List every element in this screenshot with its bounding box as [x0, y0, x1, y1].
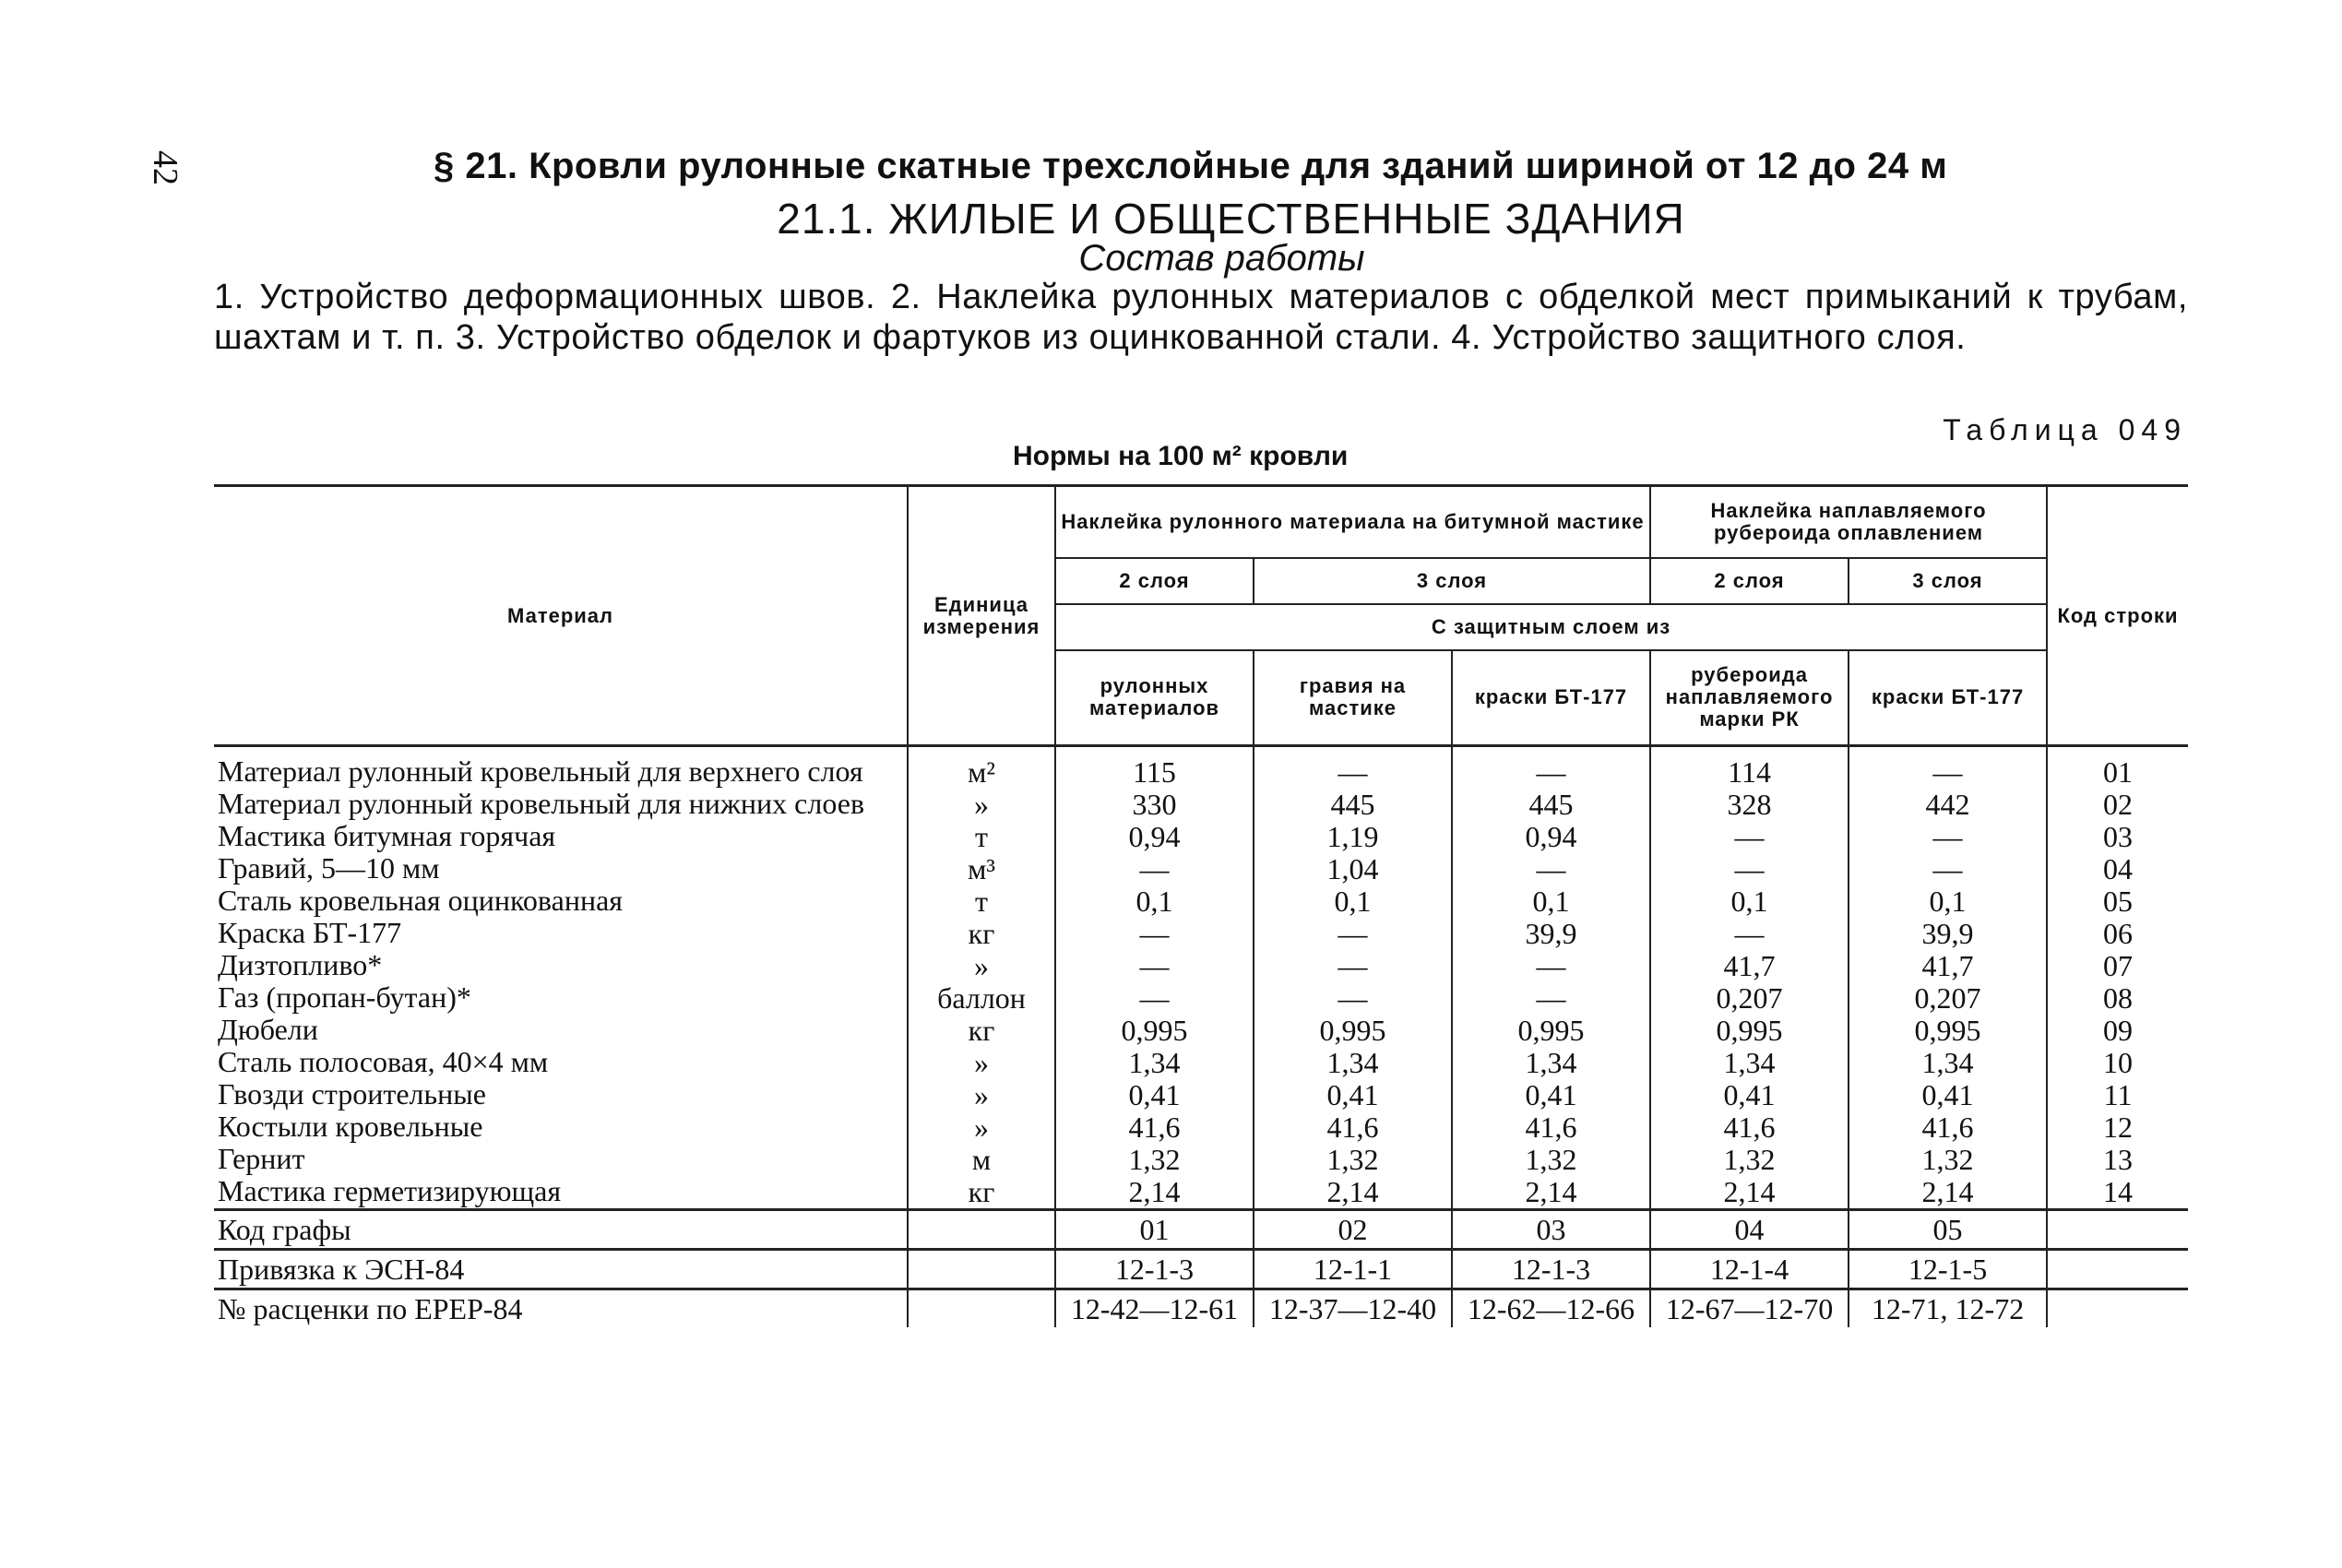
- row-unit: м³: [908, 853, 1055, 885]
- row-unit: »: [908, 789, 1055, 821]
- row-material: Мастика герметизирующая: [218, 1174, 562, 1207]
- table-row: [214, 1015, 2188, 1047]
- table-row: [214, 918, 2188, 950]
- row-value: 445: [1254, 789, 1452, 821]
- footer-value: 02: [1254, 1210, 1452, 1250]
- row-value: 41,7: [1849, 950, 2047, 982]
- row-value: 0,995: [1849, 1015, 2047, 1047]
- work-composition-text: 1. Устройство деформационных швов. 2. Наклейка рулонных материалов с обделкой мест примыканий к трубам, шахтам и т. п. 3. Устройство обделок и фартуков из оцинкованной стали. 4. Устройство защитного слоя.: [214, 278, 2188, 357]
- row-material: Костыли кровельные: [218, 1110, 483, 1143]
- table-row: [214, 885, 2188, 918]
- row-value: 1,34: [1055, 1047, 1254, 1079]
- footer-value: 12-37—12-40: [1254, 1289, 1452, 1328]
- subsection-title: 21.1. ЖИЛЫЕ И ОБЩЕСТВЕННЫЕ ЗДАНИЯ: [777, 195, 1685, 243]
- footer-value: 03: [1452, 1210, 1650, 1250]
- row-value: —: [1055, 918, 1254, 950]
- row-material: Материал рулонный кровельный для верхнего слоя: [218, 754, 863, 788]
- row-value: 41,7: [1650, 950, 1849, 982]
- row-material: Гравий, 5—10 мм: [218, 851, 440, 885]
- footer-value: 12-1-4: [1650, 1250, 1849, 1289]
- table-row: [214, 789, 2188, 821]
- footer-label: № расценки по ЕРЕР-84: [214, 1289, 908, 1328]
- table-row: [214, 950, 2188, 982]
- row-value: 41,6: [1254, 1111, 1452, 1144]
- footer-value: 12-71, 12-72: [1849, 1289, 2047, 1328]
- row-value: —: [1849, 853, 2047, 885]
- header-layers-3-fused: 3 слоя: [1849, 558, 2047, 604]
- footer-value: 12-1-3: [1055, 1250, 1254, 1289]
- row-code: 10: [2047, 1047, 2188, 1079]
- row-value: 115: [1055, 746, 1254, 790]
- header-layers-2-bitumen: 2 слоя: [1055, 558, 1254, 604]
- row-value: —: [1452, 853, 1650, 885]
- table-row: [214, 853, 2188, 885]
- row-value: 1,34: [1452, 1047, 1650, 1079]
- row-unit: »: [908, 1111, 1055, 1144]
- row-value: 0,995: [1452, 1015, 1650, 1047]
- table-row: [214, 1144, 2188, 1176]
- row-value: 1,34: [1650, 1047, 1849, 1079]
- row-unit: »: [908, 950, 1055, 982]
- row-material: Гернит: [218, 1142, 305, 1175]
- row-value: —: [1254, 950, 1452, 982]
- header-group-bitumen: Наклейка рулонного материала на битумной мастике: [1055, 486, 1650, 558]
- row-value: —: [1254, 982, 1452, 1015]
- footer-row-rate-number: [214, 1289, 2188, 1328]
- header-layers-3-bitumen: 3 слоя: [1254, 558, 1650, 604]
- page-number: 42: [146, 150, 184, 185]
- norms-table: [214, 484, 2188, 1327]
- row-value: 0,1: [1650, 885, 1849, 918]
- row-value: 0,1: [1254, 885, 1452, 918]
- footer-value: 12-62—12-66: [1452, 1289, 1650, 1328]
- row-value: 1,04: [1254, 853, 1452, 885]
- row-material: Гвозди строительные: [218, 1077, 486, 1111]
- row-value: 0,1: [1452, 885, 1650, 918]
- row-value: 0,41: [1055, 1079, 1254, 1111]
- row-unit: кг: [908, 1015, 1055, 1047]
- row-value: 0,995: [1055, 1015, 1254, 1047]
- row-value: —: [1452, 982, 1650, 1015]
- row-material: Дюбели: [218, 1013, 318, 1046]
- row-value: 0,207: [1849, 982, 2047, 1015]
- section-title: § 21. Кровли рулонные скатные трехслойные для зданий шириной от 12 до 24 м: [434, 146, 1948, 186]
- footer-code-empty: [2047, 1210, 2188, 1250]
- header-layers-2-fused: 2 слоя: [1650, 558, 1849, 604]
- header-sub-rolled: рулонных материалов: [1055, 650, 1254, 746]
- row-value: —: [1452, 746, 1650, 790]
- table-row: [214, 1047, 2188, 1079]
- footer-label: Привязка к ЭСН-84: [214, 1250, 908, 1289]
- row-value: 0,94: [1452, 821, 1650, 853]
- row-code: 09: [2047, 1015, 2188, 1047]
- row-material: Материал рулонный кровельный для нижних слоев: [218, 787, 865, 820]
- row-value: 0,1: [1055, 885, 1254, 918]
- row-value: 0,995: [1650, 1015, 1849, 1047]
- work-composition-heading: Состав работы: [1078, 238, 1365, 279]
- row-value: 442: [1849, 789, 2047, 821]
- row-unit: »: [908, 1047, 1055, 1079]
- footer-value: 12-1-3: [1452, 1250, 1650, 1289]
- table-row: [214, 1111, 2188, 1144]
- row-value: 0,41: [1650, 1079, 1849, 1111]
- row-value: 1,32: [1254, 1144, 1452, 1176]
- row-material: Сталь полосовая, 40×4 мм: [218, 1045, 549, 1078]
- footer-row-column-code: [214, 1210, 2188, 1250]
- row-value: —: [1055, 950, 1254, 982]
- row-value: 1,19: [1254, 821, 1452, 853]
- row-code: 05: [2047, 885, 2188, 918]
- header-unit: Единица измерения: [908, 486, 1055, 746]
- footer-unit-empty: [908, 1210, 1055, 1250]
- row-value: 0,41: [1452, 1079, 1650, 1111]
- row-value: 1,32: [1452, 1144, 1650, 1176]
- header-sub-gravel: гравия на мастике: [1254, 650, 1452, 746]
- row-value: 1,34: [1254, 1047, 1452, 1079]
- table-row: [214, 982, 2188, 1015]
- row-value: 1,32: [1055, 1144, 1254, 1176]
- row-value: —: [1650, 918, 1849, 950]
- row-unit: т: [908, 821, 1055, 853]
- footer-code-empty: [2047, 1289, 2188, 1328]
- row-value: 0,41: [1254, 1079, 1452, 1111]
- row-material: Дизтопливо*: [218, 948, 383, 981]
- footer-value: 12-1-5: [1849, 1250, 2047, 1289]
- row-value: 2,14: [1055, 1176, 1254, 1210]
- table-label: Таблица 049: [1943, 413, 2187, 446]
- footer-unit-empty: [908, 1289, 1055, 1328]
- row-value: —: [1254, 918, 1452, 950]
- table-row: [214, 746, 2188, 790]
- table-row: [214, 821, 2188, 853]
- footer-unit-empty: [908, 1250, 1055, 1289]
- table-header: [214, 486, 2188, 746]
- footer-value: 12-1-1: [1254, 1250, 1452, 1289]
- footer-value: 05: [1849, 1210, 2047, 1250]
- row-material: Краска БТ-177: [218, 916, 402, 949]
- row-code: 06: [2047, 918, 2188, 950]
- norms-title: Нормы на 100 м² кровли: [1013, 441, 1349, 471]
- row-unit: кг: [908, 1176, 1055, 1210]
- row-unit: кг: [908, 918, 1055, 950]
- row-value: —: [1254, 746, 1452, 790]
- row-value: 39,9: [1849, 918, 2047, 950]
- row-value: —: [1849, 746, 2047, 790]
- header-sub-paint-2: краски БТ-177: [1849, 650, 2047, 746]
- row-code: 11: [2047, 1079, 2188, 1111]
- header-sub-paint: краски БТ-177: [1452, 650, 1650, 746]
- row-value: —: [1452, 950, 1650, 982]
- table-row: [214, 1079, 2188, 1111]
- row-value: 0,94: [1055, 821, 1254, 853]
- row-value: —: [1650, 821, 1849, 853]
- row-unit: м: [908, 1144, 1055, 1176]
- row-value: 41,6: [1452, 1111, 1650, 1144]
- row-code: 01: [2047, 746, 2188, 790]
- row-material: Сталь кровельная оцинкованная: [218, 884, 623, 917]
- footer-code-empty: [2047, 1250, 2188, 1289]
- footer-value: 12-67—12-70: [1650, 1289, 1849, 1328]
- row-value: —: [1849, 821, 2047, 853]
- row-value: 2,14: [1849, 1176, 2047, 1210]
- row-code: 12: [2047, 1111, 2188, 1144]
- footer-row-esn-link: [214, 1250, 2188, 1289]
- row-value: 0,41: [1849, 1079, 2047, 1111]
- footer-label: Код графы: [214, 1210, 908, 1250]
- header-protective-layer: С защитным слоем из: [1055, 604, 2047, 650]
- row-value: 2,14: [1650, 1176, 1849, 1210]
- row-value: 0,1: [1849, 885, 2047, 918]
- row-material: Газ (пропан-бутан)*: [218, 980, 471, 1014]
- row-code: 13: [2047, 1144, 2188, 1176]
- footer-value: 12-42—12-61: [1055, 1289, 1254, 1328]
- row-code: 08: [2047, 982, 2188, 1015]
- row-value: —: [1650, 853, 1849, 885]
- row-value: 330: [1055, 789, 1254, 821]
- row-value: 2,14: [1254, 1176, 1452, 1210]
- header-sub-ruberoid: рубероида наплавляемого марки РК: [1650, 650, 1849, 746]
- row-unit: »: [908, 1079, 1055, 1111]
- table-row: [214, 1176, 2188, 1210]
- row-value: 0,207: [1650, 982, 1849, 1015]
- row-code: 14: [2047, 1176, 2188, 1210]
- row-code: 03: [2047, 821, 2188, 853]
- header-code: Код строки: [2047, 486, 2188, 746]
- row-unit: м²: [908, 746, 1055, 790]
- footer-value: 01: [1055, 1210, 1254, 1250]
- row-value: 2,14: [1452, 1176, 1650, 1210]
- row-value: 0,995: [1254, 1015, 1452, 1047]
- row-value: 114: [1650, 746, 1849, 790]
- row-code: 04: [2047, 853, 2188, 885]
- row-code: 07: [2047, 950, 2188, 982]
- row-unit: т: [908, 885, 1055, 918]
- row-value: 41,6: [1055, 1111, 1254, 1144]
- header-group-fused: Наклейка наплавляемого рубероида оплавлением: [1650, 486, 2047, 558]
- row-value: —: [1055, 982, 1254, 1015]
- row-value: 445: [1452, 789, 1650, 821]
- row-value: 41,6: [1650, 1111, 1849, 1144]
- row-value: —: [1055, 853, 1254, 885]
- row-value: 39,9: [1452, 918, 1650, 950]
- row-value: 41,6: [1849, 1111, 2047, 1144]
- row-unit: баллон: [908, 982, 1055, 1015]
- row-value: 1,32: [1849, 1144, 2047, 1176]
- row-value: 328: [1650, 789, 1849, 821]
- footer-value: 04: [1650, 1210, 1849, 1250]
- header-material: Материал: [214, 486, 908, 746]
- row-value: 1,34: [1849, 1047, 2047, 1079]
- row-material: Мастика битумная горячая: [218, 819, 556, 852]
- row-code: 02: [2047, 789, 2188, 821]
- row-value: 1,32: [1650, 1144, 1849, 1176]
